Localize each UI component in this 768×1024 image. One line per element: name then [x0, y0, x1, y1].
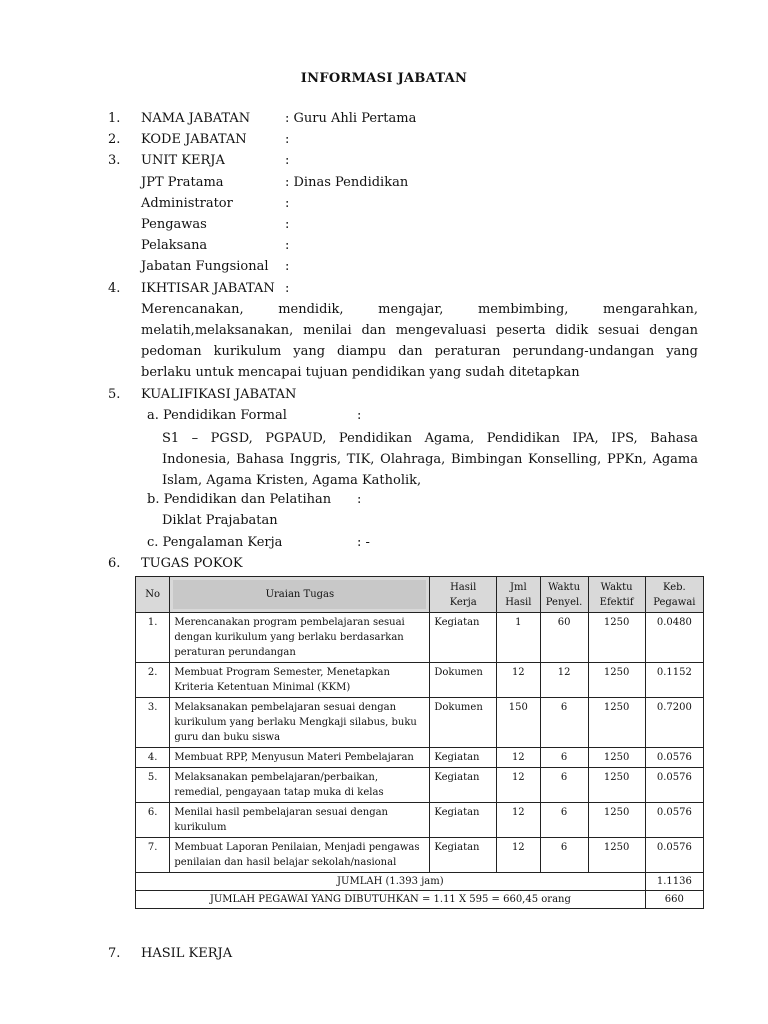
pegawai-label: JUMLAH PEGAWAI YANG DIBUTUHKAN = 1.11 X 595 = 660,45 orang: [136, 891, 646, 909]
field-value: :: [285, 259, 290, 274]
row-uraian: Merencanakan program pembelajaran sesuai dengan kurikulum yang berlaku berdasarkan peraturan perundangan: [170, 613, 430, 663]
field-label: Pelaksana: [141, 238, 208, 253]
row-no: 1.: [136, 613, 170, 663]
row-keb: 0.0576: [645, 748, 703, 768]
row-hasil: Kegiatan: [430, 803, 497, 838]
row-uraian: Membuat Laporan Penilaian, Menjadi pengawas penilaian dan hasil belajar sekolah/nasional: [170, 838, 430, 873]
row-keb: 0.0576: [645, 803, 703, 838]
pelatihan-label: b. Pendidikan dan Pelatihan: [147, 492, 332, 507]
ikhtisar-line: melatih,melaksanakan, menilai dan mengevaluasi peserta didik sesuai dengan: [141, 323, 698, 338]
row-hasil: Kegiatan: [430, 838, 497, 873]
field-label: Administrator: [141, 196, 233, 211]
pendidikan-formal-colon: :: [357, 408, 362, 423]
row-hasil: Kegiatan: [430, 748, 497, 768]
row-keb: 0.7200: [645, 698, 703, 748]
pendidikan-formal-line: Indonesia, Bahasa Inggris, TIK, Olahraga, Bimbingan Konselling, PPKn, Agama: [162, 452, 698, 467]
row-keb: 0.0576: [645, 768, 703, 803]
row-efektif: 1250: [588, 663, 645, 698]
row-no: 3.: [136, 698, 170, 748]
field-value: :: [285, 196, 290, 211]
header-keb-pegawai: Keb. Pegawai: [645, 577, 703, 613]
row-efektif: 1250: [588, 838, 645, 873]
row-no: 5.: [136, 768, 170, 803]
table-row: [136, 663, 704, 698]
hasil-kerja-heading: HASIL KERJA: [141, 946, 233, 961]
row-no: 4.: [136, 748, 170, 768]
field-num: 2.: [108, 132, 121, 147]
row-penyel: 12: [540, 663, 588, 698]
document-title: INFORMASI JABATAN: [300, 71, 468, 86]
row-jml: 1: [496, 613, 540, 663]
row-jml: 12: [496, 803, 540, 838]
field-value: :: [285, 217, 290, 232]
row-efektif: 1250: [588, 768, 645, 803]
jumlah-label: JUMLAH (1.393 jam): [136, 873, 646, 891]
pendidikan-formal-line: S1 – PGSD, PGPAUD, Pendidikan Agama, Pendidikan IPA, IPS, Bahasa: [162, 431, 698, 446]
field-label: JPT Pratama: [141, 175, 224, 190]
table-row: [136, 613, 704, 663]
header-jml-hasil: Jml Hasil: [496, 577, 540, 613]
row-hasil: Dokumen: [430, 663, 497, 698]
row-penyel: 60: [540, 613, 588, 663]
hasil-kerja-num: 7.: [108, 946, 121, 961]
row-keb: 0.1152: [645, 663, 703, 698]
row-penyel: 6: [540, 803, 588, 838]
pegawai-value: 660: [645, 891, 703, 909]
field-value: :: [285, 153, 290, 168]
row-jml: 12: [496, 663, 540, 698]
field-label: IKHTISAR JABATAN: [141, 281, 275, 296]
field-label: Jabatan Fungsional: [141, 259, 269, 274]
header-hasil-kerja: Hasil Kerja: [430, 577, 497, 613]
field-num: 3.: [108, 153, 121, 168]
ikhtisar-line: pedoman kurikulum yang diampu dan peraturan perundang-undangan yang: [141, 344, 698, 359]
row-uraian: Melaksanakan pembelajaran sesuai dengan kurikulum yang berlaku Mengkaji silabus, buku guru dan buku siswa: [170, 698, 430, 748]
table-row: [136, 748, 704, 768]
row-uraian: Menilai hasil pembelajaran sesuai dengan kurikulum: [170, 803, 430, 838]
field-label: UNIT KERJA: [141, 153, 225, 168]
row-hasil: Kegiatan: [430, 768, 497, 803]
row-no: 7.: [136, 838, 170, 873]
row-efektif: 1250: [588, 613, 645, 663]
row-hasil: Kegiatan: [430, 613, 497, 663]
row-no: 2.: [136, 663, 170, 698]
table-row: [136, 698, 704, 748]
table-row: [136, 803, 704, 838]
field-value: : Dinas Pendidikan: [285, 175, 409, 190]
row-efektif: 1250: [588, 803, 645, 838]
row-penyel: 6: [540, 748, 588, 768]
pendidikan-formal-value: [162, 428, 698, 491]
kualifikasi-num: 5.: [108, 387, 121, 402]
header-no: No: [136, 577, 170, 613]
row-uraian: Melaksanakan pembelajaran/perbaikan, remedial, pengayaan tatap muka di kelas: [170, 768, 430, 803]
field-num: 1.: [108, 111, 121, 126]
row-penyel: 6: [540, 838, 588, 873]
pendidikan-formal-label: a. Pendidikan Formal: [147, 408, 287, 423]
pelatihan-value: Diklat Prajabatan: [162, 513, 278, 528]
pegawai-row: [136, 891, 704, 909]
row-jml: 150: [496, 698, 540, 748]
row-jml: 12: [496, 748, 540, 768]
pelatihan-colon: :: [357, 492, 362, 507]
tugas-num: 6.: [108, 556, 121, 571]
row-uraian: Membuat RPP, Menyusun Materi Pembelajaran: [170, 748, 430, 768]
field-value: :: [285, 238, 290, 253]
field-num: 4.: [108, 281, 121, 296]
row-efektif: 1250: [588, 698, 645, 748]
tugas-table: [135, 576, 704, 909]
tugas-heading: TUGAS POKOK: [141, 556, 243, 571]
header-waktu-efektif: Waktu Efektif: [588, 577, 645, 613]
ikhtisar-paragraph: [141, 299, 698, 383]
field-label: KODE JABATAN: [141, 132, 247, 147]
row-penyel: 6: [540, 768, 588, 803]
field-value: : Guru Ahli Pertama: [285, 111, 417, 126]
row-jml: 12: [496, 768, 540, 803]
field-label: NAMA JABATAN: [141, 111, 251, 126]
pendidikan-formal-line: Islam, Agama Kristen, Agama Katholik,: [162, 473, 422, 488]
pengalaman-label: c. Pengalaman Kerja: [147, 535, 283, 550]
pengalaman-colon: : -: [357, 535, 370, 550]
ikhtisar-line: Merencanakan, mendidik, mengajar, membimbing, mengarahkan,: [141, 302, 698, 317]
ikhtisar-line: berlaku untuk mencapai tujuan pendidikan yang sudah ditetapkan: [141, 365, 580, 380]
header-uraian: Uraian Tugas: [170, 577, 430, 613]
row-hasil: Dokumen: [430, 698, 497, 748]
field-label: Pengawas: [141, 217, 207, 232]
row-jml: 12: [496, 838, 540, 873]
row-keb: 0.0480: [645, 613, 703, 663]
header-waktu-penyel: Waktu Penyel.: [540, 577, 588, 613]
kualifikasi-heading: KUALIFIKASI JABATAN: [141, 387, 297, 402]
row-penyel: 6: [540, 698, 588, 748]
table-row: [136, 838, 704, 873]
row-keb: 0.0576: [645, 838, 703, 873]
row-no: 6.: [136, 803, 170, 838]
jumlah-value: 1.1136: [645, 873, 703, 891]
field-value: :: [285, 132, 290, 147]
jumlah-row: [136, 873, 704, 891]
field-value: :: [285, 281, 290, 296]
row-uraian: Membuat Program Semester, Menetapkan Kriteria Ketentuan Minimal (KKM): [170, 663, 430, 698]
row-efektif: 1250: [588, 748, 645, 768]
table-row: [136, 768, 704, 803]
